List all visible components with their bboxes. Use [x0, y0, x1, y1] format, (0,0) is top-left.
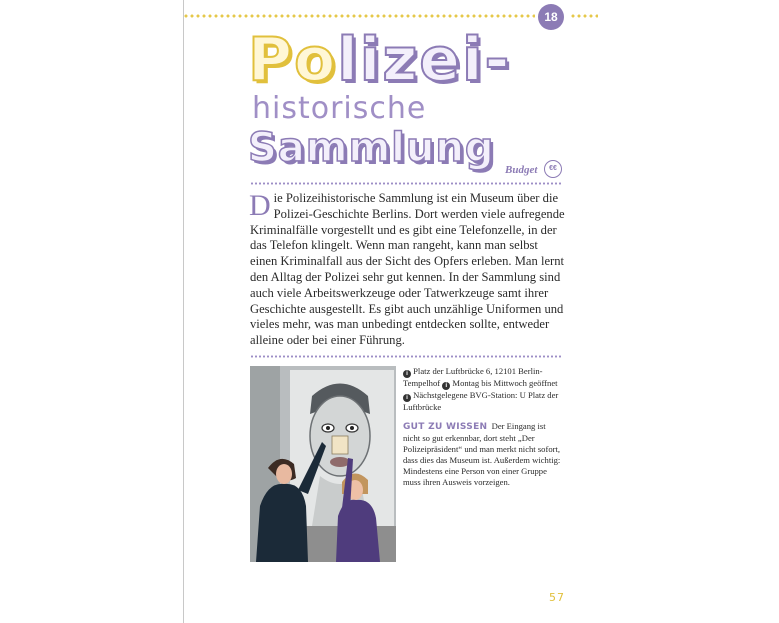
title-line-3: Sammlung: [248, 125, 495, 171]
page-gutter-line: [183, 0, 184, 623]
good-to-know-box: [403, 421, 561, 487]
info-hours: Montag bis Mittwoch geöffnet: [452, 378, 558, 388]
practical-info: [403, 366, 561, 413]
section-divider-bottom: [250, 355, 562, 358]
info-icon: i: [403, 370, 411, 378]
good-to-know-text: Der Eingang ist nicht so gut erkennbar, dort steht „Der Polizeipräsident“ und man merkt nicht sofort, dass dies das Museum ist. Außerdem wichtig: Mindestens eine Person von einer Gruppe muss ihren Ausweis vorzeigen.: [403, 421, 561, 487]
title-line-1-rest: lizei-: [337, 25, 512, 95]
info-icon: i: [442, 382, 450, 390]
museum-photo: [250, 366, 396, 562]
info-icon: i: [403, 394, 411, 402]
title-highlight: Po: [248, 25, 338, 95]
good-to-know-heading: GUT ZU WISSEN: [403, 422, 488, 432]
intro-text: ie Polizeihistorische Sammlung ist ein Museum über die Polizei-Geschichte Berlins. Dort werden viele aufregende Kriminalfälle vorgestellt und es gibt eine Telefonzelle, in der das Telefon klingelt. Wenn man rangeht, kann man selbst einen Kriminalfall aus der Sicht des Opfers erleben. Man lernt den Alltag der Polizei sehr gut kennen. In der Sammlung sind auch viele Arbeitswerkzeuge oder Tatwerkzeuge samt ihrer Geschichte ausgestellt. Es gibt auch unzählige Uniformen und vieles mehr, was man unbedingt entdecken sollte, entweder alleine oder bei einer Führung.: [250, 191, 565, 348]
section-divider-top: [250, 182, 562, 185]
title-line-2: historische: [252, 91, 427, 126]
header-dotted-rule-right: [570, 14, 598, 18]
header-dotted-rule: [183, 14, 535, 18]
museum-photo-illustration: [250, 366, 396, 562]
page-number: 57: [549, 591, 565, 604]
info-transit: Nächstgelegene BVG-Station: U Platz der Luftbrücke: [403, 390, 559, 412]
intro-paragraph: [250, 191, 565, 349]
money-rating-icon: €€: [544, 160, 562, 178]
info-address: Platz der Luftbrücke 6, 12101 Berlin-Tempelhof: [403, 366, 543, 388]
drop-cap: D: [249, 189, 271, 222]
budget-label: Budget: [505, 164, 538, 176]
title-line-1: [248, 25, 512, 95]
chapter-number-badge: 18: [538, 4, 564, 30]
